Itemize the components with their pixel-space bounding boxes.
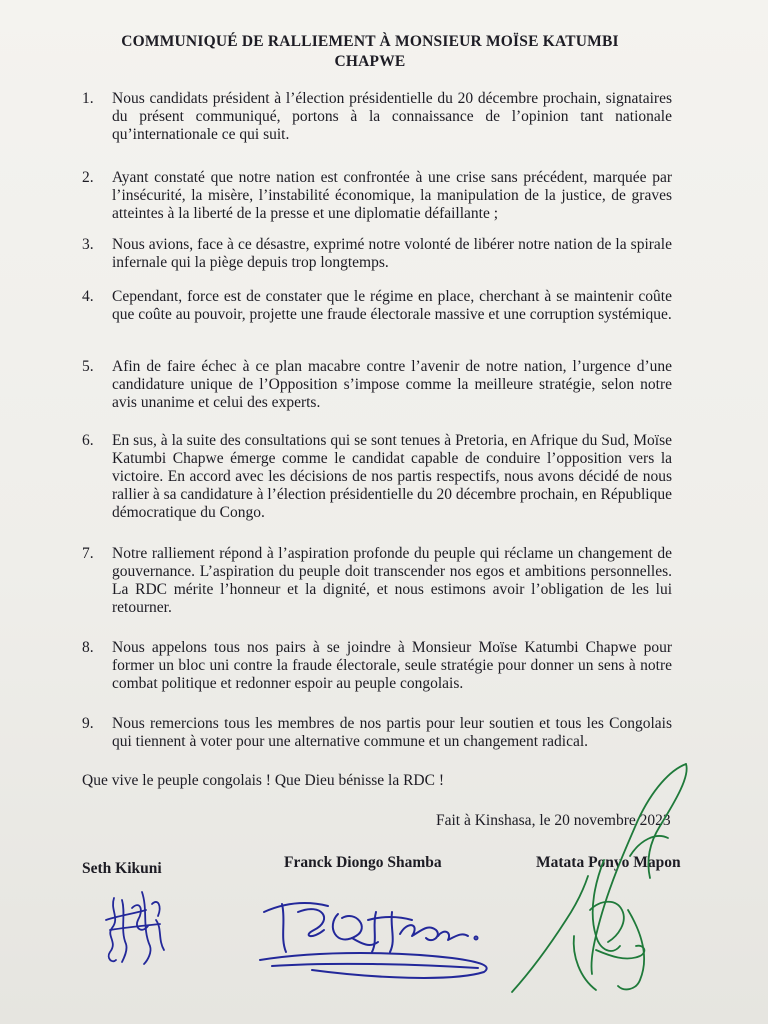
item-text: Nous remercions tous les membres de nos partis pour leur soutien et tous les Congolais qui tiennent à voter pour une alternative commune et un changement radical. xyxy=(112,715,672,750)
item-number: 1. xyxy=(82,90,94,107)
item-number: 8. xyxy=(82,639,94,656)
item-text: Cependant, force est de constater que le régime en place, cherchant à se maintenir coûte que coûte au pouvoir, projette une fraude électorale massive et une corruption systémique. xyxy=(112,288,672,323)
item-text: Ayant constaté que notre nation est confrontée à une crise sans précédent, marquée par l’insécurité, la misère, l’instabilité économique, la manipulation de la justice, de graves atteintes à la liberté de la presse et une diplomatie défaillante ; xyxy=(112,169,672,222)
closing-line: Que vive le peuple congolais ! Que Dieu bénisse la RDC ! xyxy=(82,772,445,789)
signatory-name: Seth Kikuni xyxy=(82,860,162,877)
item-number: 3. xyxy=(82,236,94,253)
place-date: Fait à Kinshasa, le 20 novembre 2023 xyxy=(436,812,671,829)
item-text: Nous candidats président à l’élection présidentielle du 20 décembre prochain, signataires du présent communiqué, portons à la connaissance de l’opinion tant nationale qu’internationale ce qui suit. xyxy=(112,90,672,143)
item-number: 5. xyxy=(82,358,94,375)
item-number: 2. xyxy=(82,169,94,186)
item-text: Nous avions, face à ce désastre, exprimé notre volonté de libérer notre nation de la spirale infernale qui la piège depuis trop longtemps. xyxy=(112,236,672,271)
signature-2 xyxy=(252,890,502,990)
item-text: Nous appelons tous nos pairs à se joindre à Monsieur Moïse Katumbi Chapwe pour former un bloc uni contre la fraude électorale, seule stratégie pour donner un sens à notre combat politique et redonner espoir au peuple congolais. xyxy=(112,639,672,692)
item-number: 4. xyxy=(82,288,94,305)
item-number: 7. xyxy=(82,545,94,562)
item-text: Notre ralliement répond à l’aspiration profonde du peuple qui réclame un changement de gouvernance. L’aspiration du peuple doit transcender nos egos et ambitions personnelles. La RDC mérite l’honneur et la dignité, et nous estimons avoir l’obligation de les lui retourner. xyxy=(112,545,672,616)
signature-3 xyxy=(500,760,700,1000)
signatory-name: Franck Diongo Shamba xyxy=(284,854,442,871)
item-number: 6. xyxy=(82,432,94,449)
signatory-name: Matata Ponyo Mapon xyxy=(536,854,681,871)
item-number: 9. xyxy=(82,715,94,732)
document-title xyxy=(60,32,680,72)
title-line-1: COMMUNIQUÉ DE RALLIEMENT À MONSIEUR MOÏSE KATUMBI xyxy=(121,33,619,50)
item-text: En sus, à la suite des consultations qui se sont tenues à Pretoria, en Afrique du Sud, Moïse Katumbi Chapwe émerge comme le candidat capable de conduire l’opposition vers la victoire. En accord avec les décisions de nos partis respectifs, nous avons décidé de nous rallier à sa candidature à l’élection présidentielle du 20 décembre prochain, en République démocratique du Congo. xyxy=(112,432,672,521)
title-line-2: CHAPWE xyxy=(334,53,406,70)
signature-1 xyxy=(92,880,182,970)
item-text: Afin de faire échec à ce plan macabre contre l’avenir de notre nation, l’urgence d’une candidature unique de l’Opposition s’impose comme la meilleure stratégie, selon notre avis unanime et celui des experts. xyxy=(112,358,672,411)
